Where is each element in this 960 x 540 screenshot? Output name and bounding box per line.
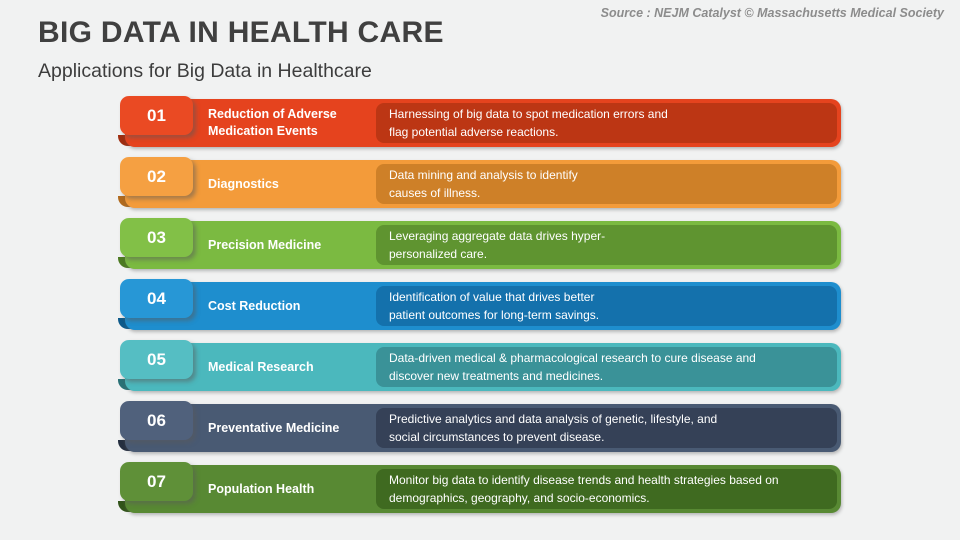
item-description-line2: personalized care. [389, 247, 488, 261]
item-bar [125, 221, 841, 269]
item-description-line1: Predictive analytics and data analysis of genetic, lifestyle, and [389, 412, 718, 426]
list-item [120, 157, 842, 208]
source-credit: Source : NEJM Catalyst © Massachusetts Medical Society [600, 6, 944, 20]
item-description-line1: Data mining and analysis to identify [389, 168, 578, 182]
number-badge: 06 [120, 401, 193, 440]
list-item [120, 279, 842, 330]
list-item [120, 340, 842, 391]
item-description-line2: patient outcomes for long-term savings. [389, 308, 600, 322]
list-item [120, 218, 842, 269]
item-description-line1: Leveraging aggregate data drives hyper- [389, 229, 606, 243]
item-description-line1: Harnessing of big data to spot medication errors and [389, 107, 668, 121]
item-description-line2: flag potential adverse reactions. [389, 125, 559, 139]
item-title: Precision Medicine [208, 237, 322, 252]
number-badge: 04 [120, 279, 193, 318]
item-title: Cost Reduction [208, 298, 301, 313]
item-title: Diagnostics [208, 176, 279, 191]
item-description-line2: discover new treatments and medicines. [389, 369, 604, 383]
list-item [120, 96, 842, 147]
item-description [376, 469, 837, 509]
item-description [376, 103, 837, 143]
applications-list [120, 96, 842, 523]
item-description [376, 164, 837, 204]
item-title: Preventative Medicine [208, 420, 340, 435]
number-badge: 03 [120, 218, 193, 257]
item-title: Medical Research [208, 359, 314, 374]
item-bar [125, 404, 841, 452]
list-item [120, 462, 842, 513]
list-item [120, 401, 842, 452]
item-title: Population Health [208, 481, 315, 496]
item-bar [125, 160, 841, 208]
number-badge: 07 [120, 462, 193, 501]
item-description-line1: Data-driven medical & pharmacological research to cure disease and [389, 351, 756, 365]
number-badge: 01 [120, 96, 193, 135]
item-bar [125, 343, 841, 391]
page-subtitle: Applications for Big Data in Healthcare [38, 60, 372, 82]
item-description-line2: social circumstances to prevent disease. [389, 430, 605, 444]
item-description-line2: demographics, geography, and socio-economics. [389, 491, 650, 505]
item-title: Reduction of Adverse Medication Events [208, 107, 337, 138]
number-badge: 05 [120, 340, 193, 379]
item-description [376, 286, 837, 326]
item-description [376, 408, 837, 448]
item-bar [125, 282, 841, 330]
item-bar [125, 99, 841, 147]
page-title: BIG DATA IN HEALTH CARE [38, 16, 444, 49]
item-description-line2: causes of illness. [389, 186, 481, 200]
item-description-line1: Monitor big data to identify disease trends and health strategies based on [389, 473, 779, 487]
item-bar [125, 465, 841, 513]
number-badge: 02 [120, 157, 193, 196]
item-description-line1: Identification of value that drives better [389, 290, 595, 304]
item-description [376, 347, 837, 387]
item-description [376, 225, 837, 265]
